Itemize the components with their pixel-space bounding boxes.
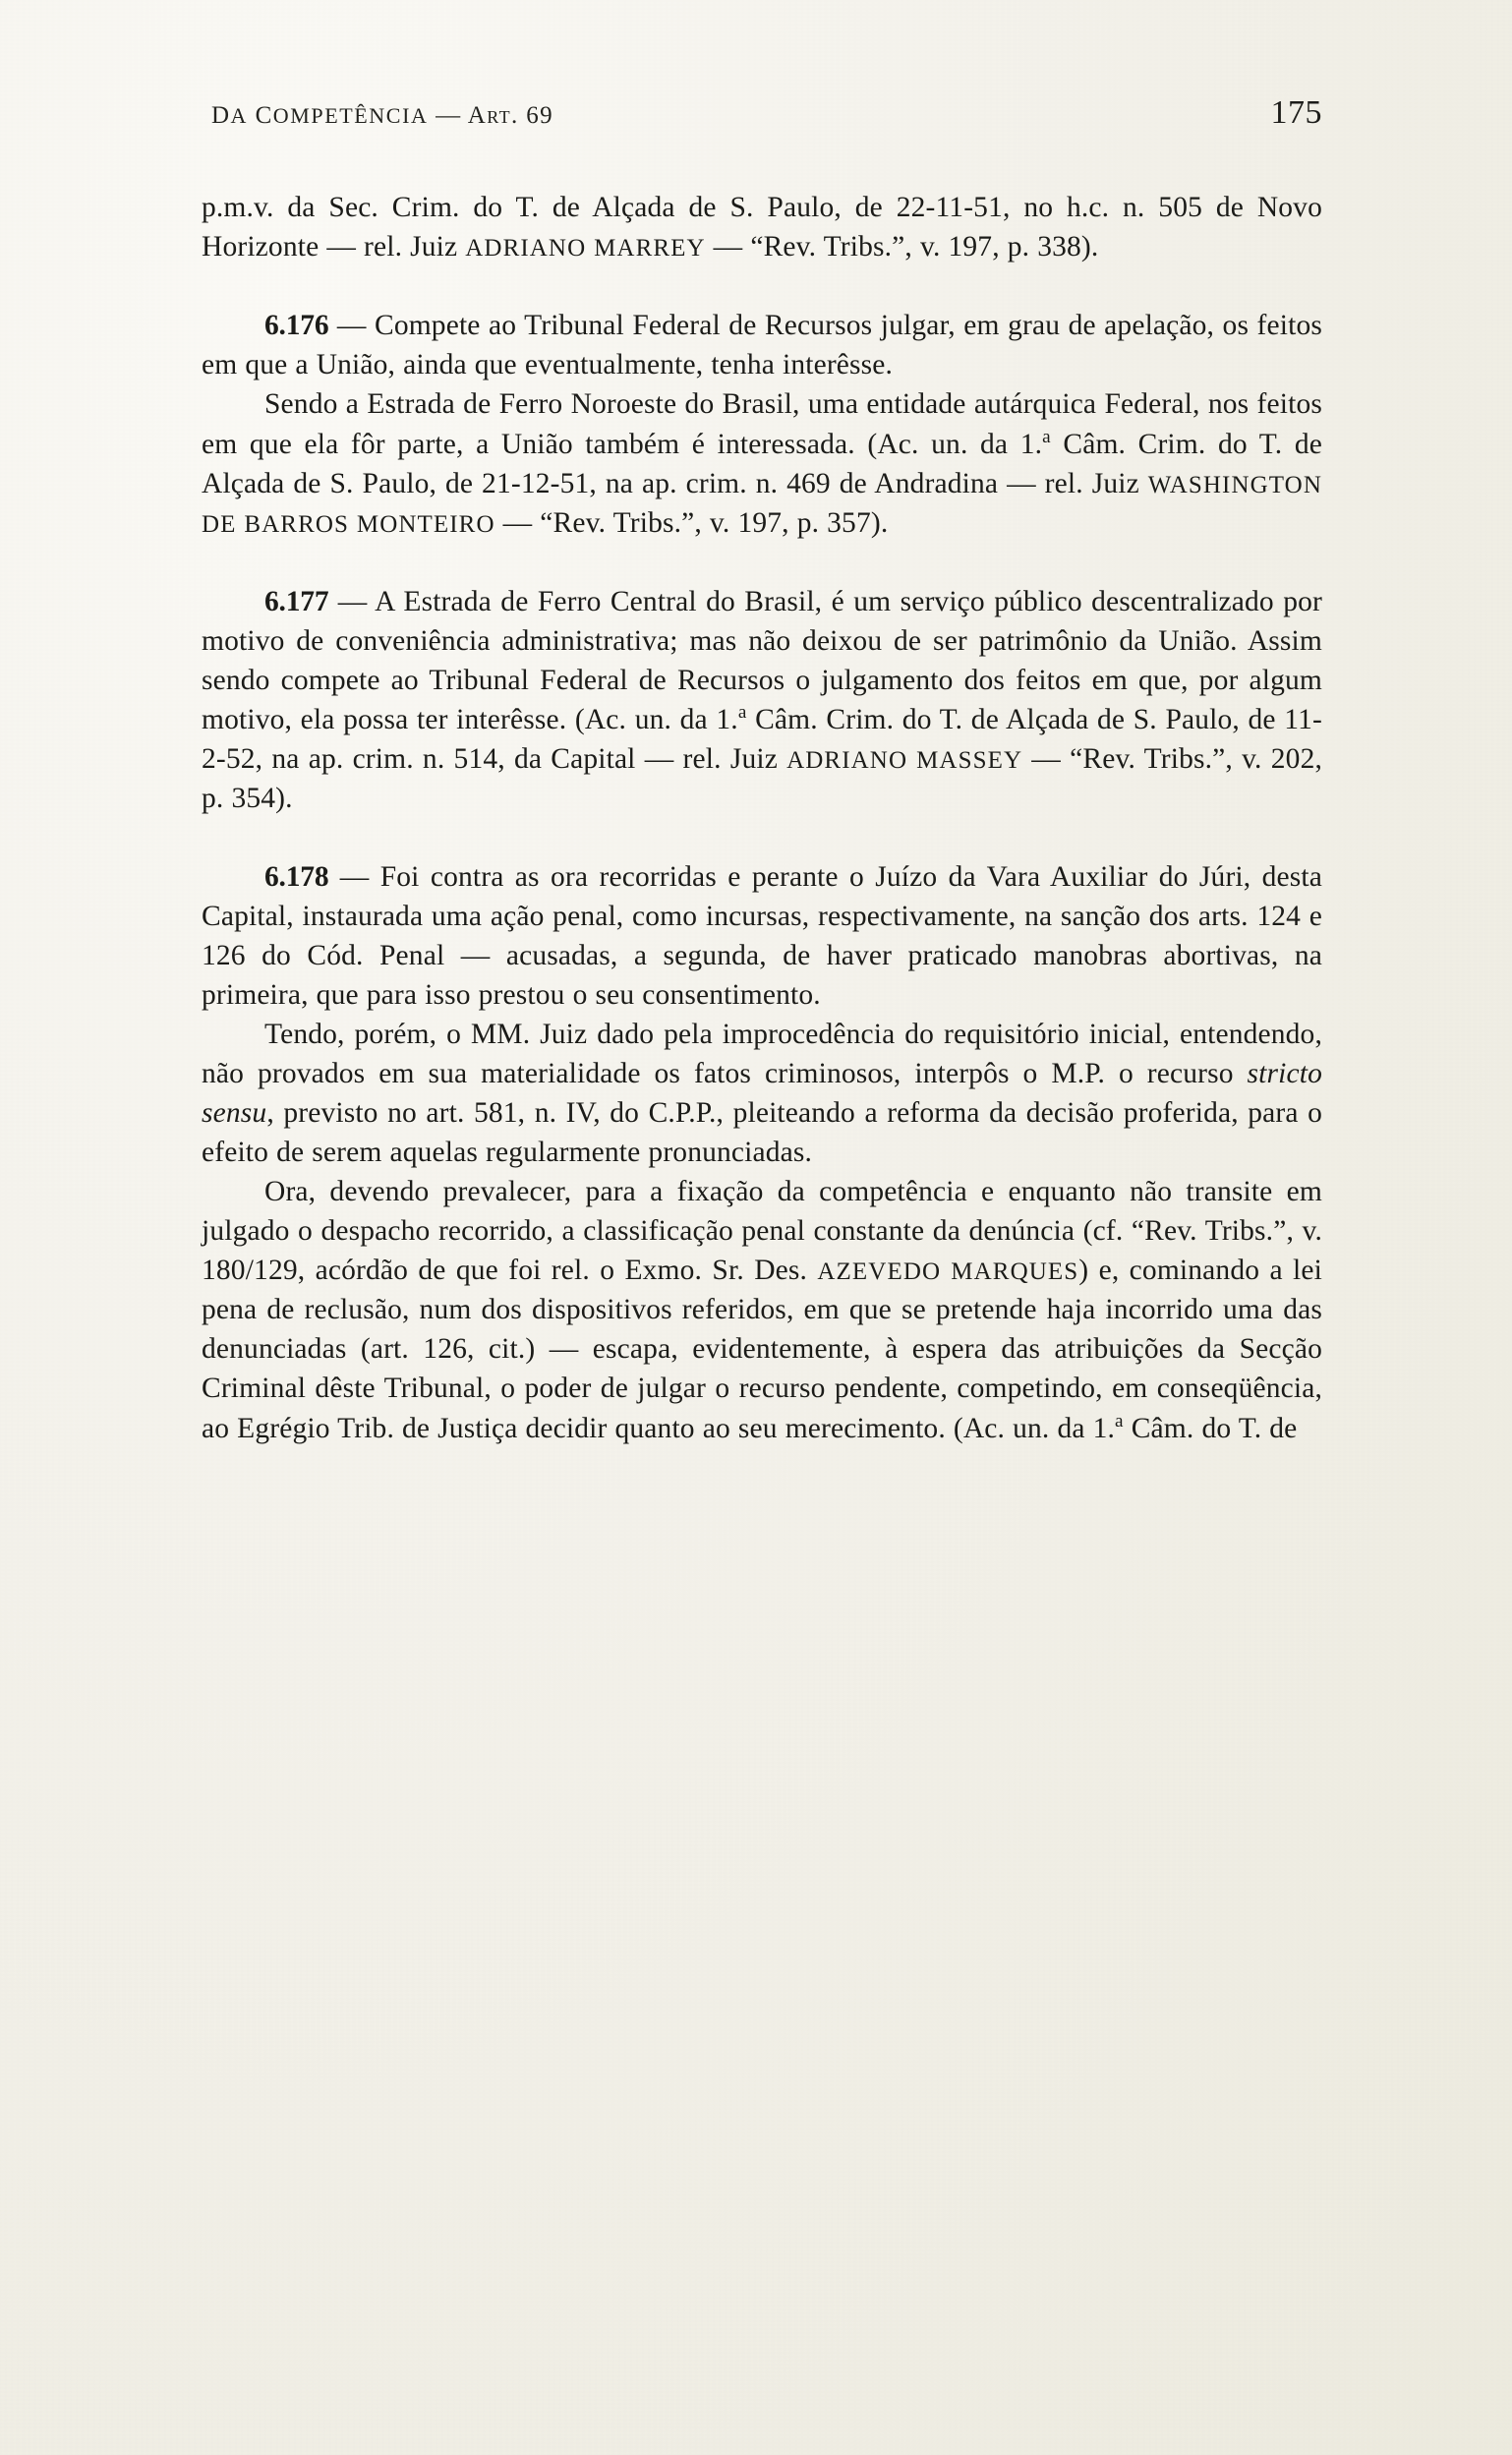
paragraph-6176-second: Sendo a Estrada de Ferro Noroeste do Brasil, uma entidade autárquica Federal, nos feitos em que ela fôr parte, a União também é interessada. (Ac. un. da 1.$^a$ Câm. Crim. do T. de Alçada de S. Paulo, de 21-12-51, na ap. crim. n. 469 de Andradina — rel. Juiz WASHINGTON DE BARROS MONTEIRO — “Rev. Tribs.”, v. 197, p. 357). bbox=[202, 387, 1322, 539]
paragraph-6177: 6.177 — A Estrada de Ferro Central do Brasil, é um serviço público descentralizado por motivo de conveniência administrativa; mas não deixou de ser patrimônio da União. Assim sendo compete ao Tribunal Federal de Recursos o julgamento dos feitos em que, por algum motivo, ela possa ter interêsse. (Ac. un. da 1.$^a$ Câm. Crim. do T. de Alçada de S. Paulo, de 11-2-52, na ap. crim. n. 514, da Capital — rel. Juiz ADRIANO MASSEY — “Rev. Tribs.”, v. 202, p. 354). bbox=[202, 585, 1322, 815]
page-header bbox=[202, 94, 1322, 132]
page-number: 175 bbox=[1270, 94, 1322, 131]
paragraph-6178-second: Tendo, porém, o MM. Juiz dado pela improcedência do requisitório inicial, entendendo, não provados em sua materialidade os fatos criminosos, interpôs o M.P. o recurso stricto sensu, previsto no art. 581, n. IV, do C.P.P., pleiteando a reforma da decisão proferida, para o efeito de serem aquelas regularmente pronunciadas. bbox=[202, 1019, 1322, 1168]
paragraph-spacer bbox=[202, 267, 1322, 307]
paragraph-spacer bbox=[202, 819, 1322, 858]
page-content bbox=[202, 94, 1322, 1449]
paragraph-reference-top: p.m.v. da Sec. Crim. do T. de Alçada de S. Paulo, de 22-11-51, no h.c. n. 505 de Novo Horizonte — rel. Juiz ADRIANO MARREY — “Rev. Tribs.”, v. 197, p. 338). bbox=[202, 192, 1322, 263]
paragraph-spacer bbox=[202, 544, 1322, 583]
paragraph-6178-first: 6.178 — Foi contra as ora recorridas e perante o Juízo da Vara Auxiliar do Júri, desta Capital, instaurada uma ação penal, como incursas, respectivamente, na sanção dos arts. 124 e 126 do Cód. Penal — acusadas, a segunda, de haver praticado manobras abortivas, na primeira, que para isso prestou o seu consentimento. bbox=[202, 861, 1322, 1012]
paragraph-6176-first: 6.176 — Compete ao Tribunal Federal de Recursos julgar, em grau de apelação, os feitos em que a União, ainda que eventualmente, tenha interêsse. bbox=[202, 309, 1322, 380]
running-head: DA COMPETÊNCIA — Art. 69 bbox=[211, 102, 554, 129]
paragraph-6178-third: Ora, devendo prevalecer, para a fixação da competência e enquanto não transite em julgado o despacho recorrido, a classificação penal constante da denúncia (cf. “Rev. Tribs.”, v. 180/129, acórdão de que foi rel. o Exmo. Sr. Des. AZEVEDO MARQUES) e, cominando a lei pena de reclusão, num dos dispositivos referidos, em que se pretende haja incorrido uma das denunciadas (art. 126, cit.) — escapa, evidentemente, à espera das atribuições da Secção Criminal dêste Tribunal, o poder de julgar o recurso pendente, competindo, em conseqüência, ao Egrégio Trib. de Justiça decidir quanto ao seu merecimento. (Ac. un. da 1.$^a$ Câm. do T. de bbox=[202, 1175, 1322, 1444]
